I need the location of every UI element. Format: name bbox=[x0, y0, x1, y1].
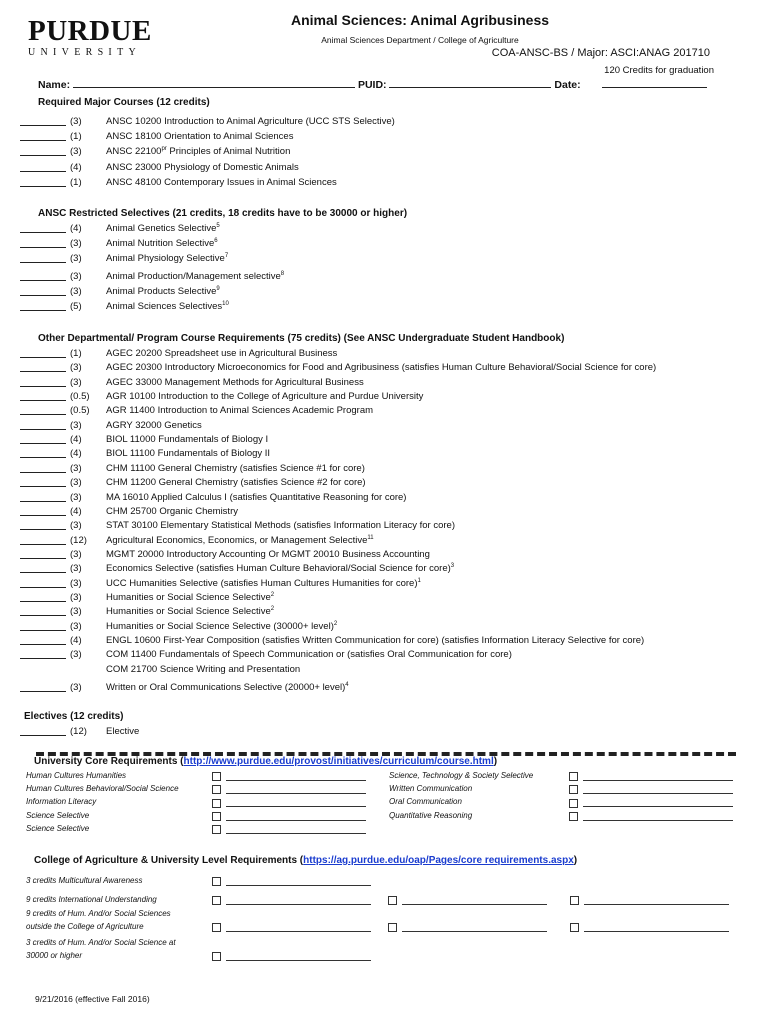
course-name: Written or Oral Communications Selective (20000+ level)$^4$ bbox=[106, 682, 349, 694]
core-item-label: Quantitative Reasoning bbox=[389, 810, 473, 820]
checkbox-square[interactable] bbox=[212, 896, 221, 905]
credit-blank[interactable] bbox=[20, 155, 66, 156]
checkbox[interactable] bbox=[569, 811, 578, 821]
course-credits: (3) bbox=[70, 462, 82, 474]
checkbox[interactable] bbox=[212, 784, 221, 794]
answer-line[interactable] bbox=[226, 820, 366, 821]
course-name: AGEC 20300 Introductory Microeconomics for Food and Agribusiness (satisfies Human Culture Behavioral/Social Science for core) bbox=[106, 362, 657, 374]
answer-line[interactable] bbox=[583, 780, 733, 781]
footnote-marker: 2 bbox=[333, 620, 338, 627]
checkbox-square[interactable] bbox=[569, 785, 578, 794]
course-name: UCC Humanities Selective (satisfies Human Cultures Humanities for core)$^1$ bbox=[106, 577, 421, 589]
footnote-marker: 1 bbox=[417, 577, 421, 584]
footnote-marker: 9 bbox=[216, 285, 220, 292]
page-title: Animal Sciences: Animal Agribusiness bbox=[290, 12, 550, 28]
course-name: Animal Genetics Selective$^5$ bbox=[106, 223, 220, 235]
course-credits: (3) bbox=[70, 477, 82, 489]
course-credits: (3) bbox=[70, 606, 82, 618]
credit-blank[interactable] bbox=[20, 501, 66, 502]
answer-line[interactable] bbox=[583, 806, 733, 807]
course-name: CHM 11200 General Chemistry (satisfies Science #2 for core) bbox=[106, 477, 366, 489]
course-name: Agricultural Economics, Economics, or Management Selective$^{11}$ bbox=[106, 534, 374, 546]
checkbox[interactable] bbox=[569, 784, 578, 794]
answer-line[interactable] bbox=[226, 904, 371, 905]
course-credits: (4) bbox=[70, 505, 82, 517]
checkbox[interactable] bbox=[212, 771, 221, 781]
course-credits: (4) bbox=[70, 223, 82, 234]
course-name: AGEC 33000 Management Methods for Agricultural Business bbox=[106, 376, 364, 388]
credit-blank[interactable] bbox=[20, 140, 66, 141]
college-item-label: outside the College of Agriculture bbox=[26, 922, 144, 931]
course-credits: (3) bbox=[70, 577, 82, 589]
course-name: Humanities or Social Science Selective$^2$ bbox=[106, 606, 275, 618]
core-item-label: Science, Technology & Society Selective bbox=[389, 771, 534, 780]
credit-blank[interactable] bbox=[20, 544, 66, 545]
core-title-end: ) bbox=[493, 756, 498, 767]
core-item-label: Science Selective bbox=[26, 810, 90, 820]
answer-line[interactable] bbox=[226, 931, 371, 932]
course-credits: (3) bbox=[70, 591, 82, 603]
checkbox-square[interactable] bbox=[569, 772, 578, 781]
course-credits: (12) bbox=[70, 534, 87, 546]
course-name: COM 11400 Fundamentals of Speech Communication or (satisfies Oral Communication for core) bbox=[106, 649, 512, 661]
course-credits: (3) bbox=[70, 548, 82, 560]
required-section-title: Required Major Courses (12 credits) bbox=[38, 97, 210, 108]
course-name: ENGL 10600 First-Year Composition (satisfies Written Communication for core) (satisfies Information Literacy Selective for core) bbox=[106, 635, 645, 646]
footnote-marker: 11 bbox=[367, 534, 374, 541]
course-credits: (3) bbox=[70, 238, 82, 250]
core-item-label: Human Cultures Humanities bbox=[26, 771, 127, 780]
answer-line[interactable] bbox=[584, 904, 729, 905]
course-name: CHM 25700 Organic Chemistry bbox=[106, 505, 238, 517]
answer-line[interactable] bbox=[226, 793, 366, 794]
checkbox-square[interactable] bbox=[570, 896, 579, 905]
footnote-marker: 10 bbox=[222, 301, 229, 307]
core-item-label: Written Communication bbox=[389, 784, 473, 794]
core-item-label: Human Cultures Behavioral/Social Science bbox=[26, 784, 179, 794]
checkbox-square[interactable] bbox=[388, 896, 397, 905]
course-credits: (3) bbox=[70, 649, 82, 661]
course-name: ANSC 23000 Physiology of Domestic Animals bbox=[106, 161, 299, 173]
college-title-end: ) bbox=[573, 855, 578, 866]
logo-main-text: PURDUE bbox=[28, 15, 152, 47]
footnote-marker: pr bbox=[161, 146, 167, 153]
restricted-section-title: ANSC Restricted Selectives (21 credits, 18 credits have to be 30000 or higher) bbox=[38, 208, 408, 219]
college-item-label: 30000 or higher bbox=[26, 951, 83, 960]
checkbox[interactable] bbox=[212, 922, 221, 932]
course-name: Animal Production/Management selective$^8$ bbox=[106, 270, 285, 282]
credit-blank[interactable] bbox=[20, 262, 66, 263]
credit-blank[interactable] bbox=[20, 280, 66, 281]
credit-blank[interactable] bbox=[20, 186, 66, 187]
credit-blank[interactable] bbox=[20, 171, 66, 172]
footnote-marker: 2 bbox=[270, 606, 275, 613]
checkbox-square[interactable] bbox=[569, 812, 578, 821]
college-item-label: 9 credits of Hum. And/or Social Sciences bbox=[26, 909, 171, 918]
credit-blank[interactable] bbox=[20, 371, 66, 372]
checkbox[interactable] bbox=[388, 895, 397, 905]
course-name: STAT 30100 Elementary Statistical Methods (satisfies Information Literacy for core) bbox=[106, 520, 456, 532]
checkbox[interactable] bbox=[212, 876, 221, 886]
footnote-marker: 2 bbox=[270, 591, 275, 598]
checkbox-square[interactable] bbox=[212, 799, 221, 808]
checkbox-square[interactable] bbox=[212, 825, 221, 834]
course-name: AGR 10100 Introduction to the College of Agriculture and Purdue University bbox=[106, 391, 424, 403]
core-section-title bbox=[34, 756, 497, 767]
answer-line[interactable] bbox=[226, 885, 371, 886]
puid-label: PUID: bbox=[357, 79, 387, 91]
core-title-text: University Core Requirements ( bbox=[34, 756, 184, 767]
course-credits: (0.5) bbox=[70, 391, 90, 403]
course-credits: (3) bbox=[70, 116, 82, 127]
checkbox[interactable] bbox=[570, 895, 579, 905]
answer-line[interactable] bbox=[584, 931, 729, 932]
course-credits: (1) bbox=[70, 348, 82, 359]
course-name: MGMT 20000 Introductory Accounting Or MGMT 20010 Business Accounting bbox=[106, 548, 430, 560]
course-credits: (3) bbox=[70, 146, 82, 158]
footnote-marker: 6 bbox=[214, 238, 218, 245]
credit-blank[interactable] bbox=[20, 644, 66, 645]
credit-blank[interactable] bbox=[20, 515, 66, 516]
course-name: Animal Sciences Selectives$^{10}$ bbox=[106, 301, 229, 313]
course-credits: (4) bbox=[70, 448, 82, 460]
course-credits: (3) bbox=[70, 419, 82, 431]
checkbox[interactable] bbox=[212, 895, 221, 905]
course-credits: (3) bbox=[70, 491, 82, 503]
core-link[interactable]: http://www.purdue.edu/provost/initiatives/curriculum/course.html bbox=[183, 756, 494, 767]
course-name: ANSC $22100^{pr}$ Principles of Animal Nutrition bbox=[106, 146, 291, 158]
college-link[interactable]: https://ag.purdue.edu/oap/Pages/core requirements.aspx bbox=[303, 855, 574, 866]
footnote-marker: 4 bbox=[345, 682, 349, 689]
course-credits: (3) bbox=[70, 563, 82, 575]
course-credits: (5) bbox=[70, 301, 82, 312]
college-item-label: 9 credits International Understanding bbox=[26, 895, 157, 904]
checkbox[interactable] bbox=[388, 922, 397, 932]
checkbox-square[interactable] bbox=[212, 772, 221, 781]
course-name: AGEC 20200 Spreadsheet use in Agricultural Business bbox=[106, 348, 338, 359]
credit-blank[interactable] bbox=[20, 615, 66, 616]
answer-line[interactable] bbox=[226, 806, 366, 807]
credits-for-graduation: 120 Credits for graduation bbox=[604, 65, 714, 76]
course-name: COM 21700 Science Writing and Presentation bbox=[106, 663, 301, 675]
course-credits: (3) bbox=[70, 270, 82, 282]
electives-credits: (12) bbox=[70, 726, 87, 737]
course-name: AGRY 32000 Genetics bbox=[106, 419, 202, 431]
answer-line[interactable] bbox=[226, 960, 371, 961]
name-puid-date-row bbox=[38, 77, 707, 91]
course-credits: (0.5) bbox=[70, 405, 90, 417]
credit-blank[interactable] bbox=[20, 247, 66, 248]
other-section-title: Other Departmental/ Program Course Requirements (75 credits) (See ANSC Undergraduate Student Handbook) bbox=[38, 333, 565, 344]
electives-course: Elective bbox=[106, 726, 140, 737]
credit-blank[interactable] bbox=[20, 472, 66, 473]
date-label: Date: bbox=[554, 79, 581, 91]
credit-blank[interactable] bbox=[20, 601, 66, 602]
electives-blank[interactable] bbox=[20, 735, 66, 736]
course-credits: (4) bbox=[70, 161, 82, 173]
checkbox-square[interactable] bbox=[212, 923, 221, 932]
credit-blank[interactable] bbox=[20, 429, 66, 430]
course-credits: (1) bbox=[70, 176, 82, 188]
course-credits: (3) bbox=[70, 520, 82, 532]
date-field[interactable] bbox=[602, 77, 707, 88]
puid-field[interactable] bbox=[389, 77, 551, 88]
footnote-marker: 7 bbox=[224, 253, 229, 260]
course-name: Humanities or Social Science Selective (30000+ level)$^2$ bbox=[106, 620, 338, 632]
checkbox[interactable] bbox=[570, 922, 579, 932]
credit-blank[interactable] bbox=[20, 691, 66, 692]
course-name: MA 16010 Applied Calculus I (satisfies Quantitative Reasoning for core) bbox=[106, 491, 407, 503]
credit-blank[interactable] bbox=[20, 414, 66, 415]
course-name: ANSC 10200 Introduction to Animal Agriculture (UCC STS Selective) bbox=[106, 116, 395, 127]
credit-blank[interactable] bbox=[20, 386, 66, 387]
logo-sub-text: UNIVERSITY bbox=[28, 47, 141, 58]
credit-blank[interactable] bbox=[20, 558, 66, 559]
course-name: BIOL 11000 Fundamentals of Biology I bbox=[106, 434, 269, 446]
checkbox-square[interactable] bbox=[212, 952, 221, 961]
course-name: ANSC 18100 Orientation to Animal Sciences bbox=[106, 131, 294, 143]
college-title-text: College of Agriculture & University Level Requirements ( bbox=[34, 855, 304, 866]
core-item-label: Science Selective bbox=[26, 823, 90, 833]
checkbox[interactable] bbox=[212, 951, 221, 961]
program-code: COA-ANSC-BS / Major: ASCI:ANAG 201710 bbox=[491, 47, 710, 59]
checkbox[interactable] bbox=[569, 797, 578, 807]
purdue-logo bbox=[28, 16, 168, 58]
course-name: Economics Selective (satisfies Human Culture Behavioral/Social Science for core)$^3$ bbox=[106, 563, 455, 575]
credit-blank[interactable] bbox=[20, 587, 66, 588]
footnote-marker: 3 bbox=[450, 563, 455, 570]
course-credits: (3) bbox=[70, 620, 82, 632]
checkbox-square[interactable] bbox=[569, 799, 578, 808]
credit-blank[interactable] bbox=[20, 125, 66, 126]
checkbox-square[interactable] bbox=[388, 923, 397, 932]
credit-blank[interactable] bbox=[20, 295, 66, 296]
answer-line[interactable] bbox=[583, 793, 733, 794]
checkbox[interactable] bbox=[212, 811, 221, 821]
credit-blank[interactable] bbox=[20, 630, 66, 631]
course-credits: (1) bbox=[70, 131, 82, 143]
credit-blank[interactable] bbox=[20, 400, 66, 401]
checkbox-square[interactable] bbox=[212, 812, 221, 821]
course-credits: (4) bbox=[70, 434, 82, 446]
credit-blank[interactable] bbox=[20, 529, 66, 530]
credit-blank[interactable] bbox=[20, 486, 66, 487]
footnote-marker: 8 bbox=[280, 270, 285, 277]
name-field[interactable] bbox=[73, 77, 355, 88]
answer-line[interactable] bbox=[402, 931, 547, 932]
college-item-label: 3 credits of Hum. And/or Social Science at bbox=[26, 938, 176, 947]
credit-blank[interactable] bbox=[20, 357, 66, 358]
credit-blank[interactable] bbox=[20, 310, 66, 311]
credit-blank[interactable] bbox=[20, 232, 66, 233]
answer-line[interactable] bbox=[402, 904, 547, 905]
course-name: Humanities or Social Science Selective$^2$ bbox=[106, 591, 275, 604]
checkbox[interactable] bbox=[569, 771, 578, 781]
course-credits: (3) bbox=[70, 682, 82, 694]
course-name: Animal Products Selective$^9$ bbox=[106, 285, 220, 297]
checkbox[interactable] bbox=[212, 797, 221, 807]
credit-blank[interactable] bbox=[20, 457, 66, 458]
course-credits: (4) bbox=[70, 635, 82, 646]
credit-blank[interactable] bbox=[20, 443, 66, 444]
course-credits: (3) bbox=[70, 376, 82, 388]
credit-blank[interactable] bbox=[20, 572, 66, 573]
checkbox-square[interactable] bbox=[212, 877, 221, 886]
course-name: ANSC 48100 Contemporary Issues in Animal Sciences bbox=[106, 176, 337, 188]
credit-blank[interactable] bbox=[20, 658, 66, 659]
course-credits: (3) bbox=[70, 285, 82, 297]
college-item-label: 3 credits Multicultural Awareness bbox=[26, 876, 143, 885]
core-item-label: Information Literacy bbox=[26, 797, 97, 807]
footnote-marker: 5 bbox=[216, 223, 220, 229]
checkbox[interactable] bbox=[212, 824, 221, 834]
footer-date: 9/21/2016 (effective Fall 2016) bbox=[35, 994, 150, 1004]
core-item-label: Oral Communication bbox=[389, 797, 462, 807]
course-name: Animal Physiology Selective$^7$ bbox=[106, 253, 229, 265]
name-label: Name: bbox=[38, 79, 71, 91]
page-subtitle: Animal Sciences Department / College of Agriculture bbox=[321, 35, 519, 45]
answer-line[interactable] bbox=[226, 833, 366, 834]
checkbox-square[interactable] bbox=[570, 923, 579, 932]
course-name: AGR 11400 Introduction to Animal Sciences Academic Program bbox=[106, 405, 374, 417]
course-name: Animal Nutrition Selective$^6$ bbox=[106, 238, 218, 250]
answer-line[interactable] bbox=[226, 780, 366, 781]
electives-section-title: Electives (12 credits) bbox=[24, 711, 124, 722]
answer-line[interactable] bbox=[583, 820, 733, 821]
course-name: CHM 11100 General Chemistry (satisfies Science #1 for core) bbox=[106, 462, 365, 474]
course-credits: (3) bbox=[70, 253, 82, 265]
course-credits: (3) bbox=[70, 362, 82, 374]
course-name: BIOL 11100 Fundamentals of Biology II bbox=[106, 448, 271, 460]
checkbox-square[interactable] bbox=[212, 785, 221, 794]
college-section-title bbox=[34, 855, 577, 866]
